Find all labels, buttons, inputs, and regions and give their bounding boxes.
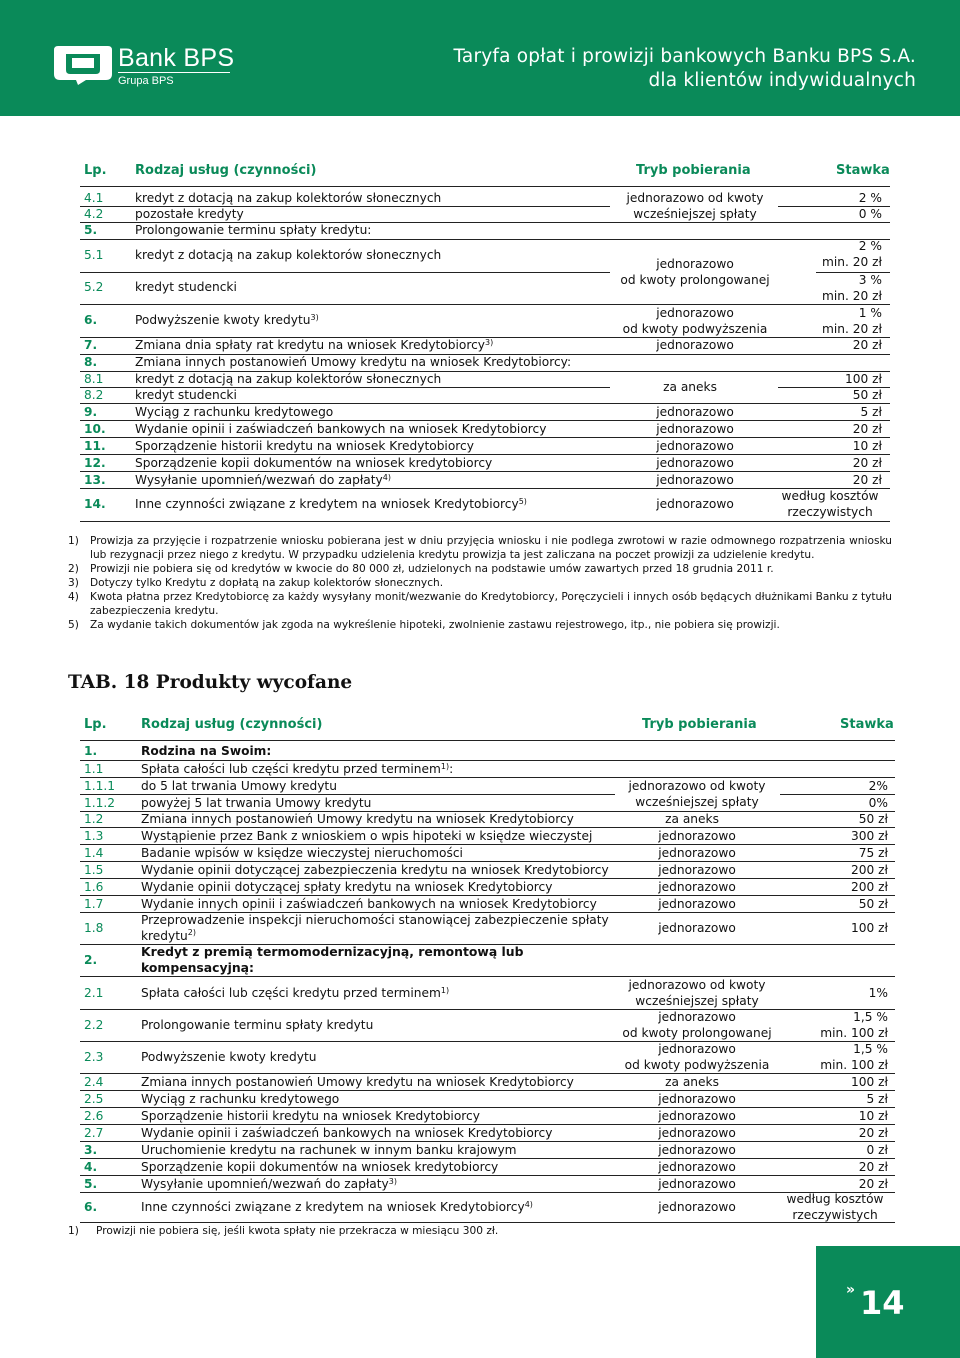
row-desc: Rodzina na Swoim:	[141, 744, 272, 758]
footnote	[68, 534, 892, 564]
rate-line: według kosztów	[781, 489, 879, 503]
footnote-text: Dotyczy tylko Kredytu z dopłatą na zakup kolektorów słonecznych.	[90, 577, 444, 589]
row-mode: jednorazowo	[656, 456, 734, 470]
row-rate: 20 zł	[858, 1160, 888, 1174]
row-mode: jednorazowo	[658, 863, 736, 877]
rate-line: min. 100 zł	[820, 1026, 888, 1040]
row-desc: Prolongowanie terminu spłaty kredytu	[141, 1018, 374, 1032]
mode-line: jednorazowo	[656, 306, 734, 320]
footnote-number: 4)	[68, 591, 79, 603]
table-row	[0, 354, 960, 371]
row-desc: Zmiana innych postanowień Umowy kredytu na wniosek Kredytobiorcy:	[135, 355, 572, 369]
row-rate: 0 zł	[866, 1143, 888, 1157]
row-lp: 14.	[84, 497, 106, 511]
table-row	[0, 222, 960, 239]
table-row	[0, 279, 960, 296]
footnote-ref: 1)	[440, 762, 450, 771]
mode-cell: za aneks	[663, 380, 717, 394]
row-mode: jednorazowo	[656, 405, 734, 419]
footnote-ref: 3)	[485, 338, 494, 347]
table-row	[0, 811, 960, 828]
row-lp: 8.1	[84, 372, 104, 386]
row-desc: kredyt studencki	[135, 280, 237, 294]
rate-line: min. 20 zł	[822, 289, 882, 303]
row-desc: Wydanie opinii dotyczącej spłaty kredytu na wniosek Kredytobiorcy	[141, 880, 553, 894]
footnote	[68, 562, 892, 576]
rate-line: 1,5 %	[853, 1010, 888, 1024]
footnote-number: 1)	[68, 535, 79, 547]
table-row	[0, 985, 960, 1002]
divider	[80, 1192, 895, 1193]
row-lp: 1.7	[84, 897, 104, 911]
row-mode: jednorazowo	[658, 1143, 736, 1157]
mode-cell	[612, 1009, 782, 1041]
row-rate: 200 zł	[851, 863, 888, 877]
rate-line: rzeczywistych	[787, 505, 873, 519]
row-desc: powyżej 5 lat trwania Umowy kredytu	[141, 796, 372, 810]
row-lp: 8.2	[84, 388, 104, 402]
row-rate: 5 zł	[860, 405, 882, 419]
col-rate-header: Stawka	[836, 163, 890, 178]
table-row	[0, 1074, 960, 1091]
footnote-ref: 4)	[524, 1200, 533, 1209]
row-desc: kredyt studencki	[135, 388, 237, 402]
row-lp: 1.4	[84, 846, 104, 860]
footnote-number: 2)	[68, 563, 79, 575]
row-lp: 1.8	[84, 921, 104, 935]
row-mode: jednorazowo	[656, 422, 734, 436]
page-number-box	[816, 1246, 960, 1358]
row-lp: 12.	[84, 456, 106, 470]
row-lp: 5.	[84, 223, 98, 237]
row-desc: Sporządzenie historii kredytu na wniosek Kredytobiorcy	[141, 1109, 480, 1123]
table-row	[0, 387, 960, 404]
rate-cell	[820, 1041, 888, 1073]
page-header	[0, 0, 960, 116]
mode-line: jednorazowo od kwoty	[628, 779, 766, 793]
row-lp: 6.	[84, 1200, 98, 1214]
col-desc-header: Rodzaj usług (czynności)	[135, 163, 317, 178]
row-rate: 2%	[868, 779, 888, 793]
mode-line: od kwoty prolongowanej	[620, 273, 770, 287]
col-rate-header: Stawka	[840, 717, 894, 732]
rate-line: 3 %	[858, 273, 882, 287]
row-desc: Wyciąg z rachunku kredytowego	[135, 405, 334, 419]
divider	[80, 1222, 895, 1223]
row-lp: 8.	[84, 355, 98, 369]
row-desc: pozostałe kredyty	[135, 207, 244, 221]
divider	[80, 488, 890, 489]
row-desc: Zmiana innych postanowień Umowy kredytu na wniosek Kredytobiorcy	[141, 1075, 574, 1089]
mode-cell	[612, 778, 782, 810]
row-desc: Badanie wpisów w księdze wieczystej nieruchomości	[141, 846, 463, 860]
table-row	[0, 761, 960, 778]
row-lp: 1.3	[84, 829, 104, 843]
row-lp: 3.	[84, 1143, 98, 1157]
rate-cell	[775, 1191, 895, 1223]
row-desc: Wyciąg z rachunku kredytowego	[141, 1092, 340, 1106]
footnote-ref: 3)	[388, 1177, 397, 1186]
rate-line: rzeczywistych	[792, 1208, 878, 1222]
row-desc: Uruchomienie kredytu na rachunek w innym banku krajowym	[141, 1143, 517, 1157]
col-lp-header: Lp.	[84, 717, 107, 732]
mode-line: jednorazowo	[656, 257, 734, 271]
mode-line: jednorazowo	[658, 1042, 736, 1056]
table-row	[0, 472, 960, 489]
divider	[80, 740, 895, 741]
row-desc: Inne czynności związane z kredytem na wniosek Kredytobiorcy	[141, 1200, 525, 1214]
row-mode: jednorazowo	[656, 338, 734, 352]
row-rate: 20 zł	[852, 422, 882, 436]
row-desc: Inne czynności związane z kredytem na wniosek Kredytobiorcy	[135, 497, 519, 511]
row-desc: Wydanie opinii i zaświadczeń bankowych na wniosek Kredytobiorcy	[141, 1126, 553, 1140]
row-lp: 1.1.1	[84, 779, 116, 793]
rate-line: min. 20 zł	[822, 322, 882, 336]
row-mode: jednorazowo	[656, 497, 734, 511]
table-row	[0, 862, 960, 879]
mode-cell	[612, 977, 782, 1009]
row-desc: Spłata całości lub części kredytu przed terminem	[141, 762, 441, 776]
table-row	[0, 206, 960, 223]
table-row	[0, 896, 960, 913]
row-mode: jednorazowo	[658, 846, 736, 860]
row-rate: 50 zł	[852, 388, 882, 402]
mode-line: wcześniejszej spłaty	[633, 207, 757, 221]
row-mode: jednorazowo	[656, 439, 734, 453]
footnote-text: Prowizja za przyjęcie i rozpatrzenie wniosku pobierana jest w dniu przyjęcia wniosku i nie podlega zwrotowi w razie odmownego rozpatrzenia wniosku lub rezygnacji przez niego z kredytu. W przypadku udzielenia kredytu prowizja ta jest zaliczana na poczet prowizji za udzielenie kredytu.	[90, 535, 892, 561]
document-title	[453, 45, 916, 93]
row-desc: kredyt z dotacją na zakup kolektorów słonecznych	[135, 372, 442, 386]
row-desc: Wysyłanie upomnień/wezwań do zapłaty	[141, 1177, 389, 1191]
mode-line: jednorazowo od kwoty	[628, 978, 766, 992]
col-mode-header: Tryb pobierania	[642, 717, 757, 732]
footnote-ref: 4)	[382, 473, 391, 482]
row-lp: 9.	[84, 405, 98, 419]
table-row	[0, 1049, 960, 1066]
mode-line: od kwoty podwyższenia	[622, 322, 768, 336]
footnote-text: Kwota płatna przez Kredytobiorcę za każdy wysyłany monit/wezwanie do Kredytobiorcy, Poręczycieli i innych osób będących dłużnikami Banku z tytułu zabezpieczenia kredytu.	[90, 591, 892, 617]
mode-line: od kwoty prolongowanej	[622, 1026, 772, 1040]
divider	[80, 272, 610, 273]
row-lp: 13.	[84, 473, 106, 487]
row-desc: Wysyłanie upomnień/wezwań do zapłaty	[135, 473, 383, 487]
row-lp: 2.	[84, 953, 98, 967]
row-desc-line: kompensacyjną:	[141, 960, 254, 975]
row-desc-suffix: :	[449, 762, 454, 776]
row-desc: Wydanie innych opinii i zaświadczeń bankowych na wniosek Kredytobiorcy	[141, 897, 597, 911]
mode-cell	[612, 1041, 782, 1073]
divider	[80, 186, 890, 187]
row-lp: 5.2	[84, 280, 104, 294]
table-row	[0, 845, 960, 862]
row-desc: Spłata całości lub części kredytu przed terminem	[141, 986, 441, 1000]
table-row	[0, 421, 960, 438]
mode-line: od kwoty podwyższenia	[624, 1058, 770, 1072]
rate-line: min. 20 zł	[822, 255, 882, 269]
row-desc: Sporządzenie kopii dokumentów na wniosek kredytobiorcy	[135, 456, 493, 470]
chevron-right-icon: »	[846, 1282, 856, 1298]
row-desc-line: kredytu	[141, 929, 188, 943]
row-desc: Sporządzenie historii kredytu na wniosek Kredytobiorcy	[135, 439, 474, 453]
rate-line: 1,5 %	[853, 1042, 888, 1056]
col-desc-header: Rodzaj usług (czynności)	[141, 717, 323, 732]
row-rate: 20 zł	[858, 1126, 888, 1140]
row-rate: 1%	[868, 986, 888, 1000]
row-lp: 5.	[84, 1177, 98, 1191]
row-desc-line: Przeprowadzenie inspekcji nieruchomości stanowiącej zabezpieczenie spłaty	[141, 913, 609, 927]
row-lp: 6.	[84, 313, 98, 327]
footnote	[68, 576, 892, 590]
row-rate: 10 zł	[858, 1109, 888, 1123]
row-rate: 2 %	[858, 191, 882, 205]
row-mode: za aneks	[665, 812, 719, 826]
mode-line: jednorazowo	[658, 1010, 736, 1024]
row-rate: 200 zł	[851, 880, 888, 894]
row-lp: 2.7	[84, 1126, 104, 1140]
row-rate: 20 zł	[852, 456, 882, 470]
table-row	[0, 1159, 960, 1176]
row-desc: Wydanie opinii i zaświadczeń bankowych na wniosek Kredytobiorcy	[135, 422, 547, 436]
table-row	[0, 1108, 960, 1125]
mode-line: wcześniejszej spłaty	[635, 994, 759, 1008]
row-mode: jednorazowo	[658, 1177, 736, 1191]
footnote-ref: 3)	[310, 313, 319, 322]
row-lp: 1.1.2	[84, 796, 116, 810]
row-lp: 2.6	[84, 1109, 104, 1123]
row-lp: 4.1	[84, 191, 104, 205]
row-desc	[141, 944, 523, 976]
divider	[80, 239, 890, 240]
row-rate: 50 zł	[858, 897, 888, 911]
row-lp: 2.1	[84, 986, 104, 1000]
rate-line: min. 100 zł	[820, 1058, 888, 1072]
table-row	[0, 743, 960, 760]
table-row	[0, 438, 960, 455]
row-mode: jednorazowo	[658, 1126, 736, 1140]
table-row	[0, 337, 960, 354]
row-lp: 2.3	[84, 1050, 104, 1064]
row-rate: 100 zł	[851, 1075, 888, 1089]
footnote-text: Prowizji nie pobiera się, jeśli kwota spłaty nie przekracza w miesiącu 300 zł.	[96, 1225, 499, 1237]
row-rate: 100 zł	[851, 921, 888, 935]
divider	[80, 521, 890, 522]
table-row	[0, 1142, 960, 1159]
row-lp: 4.	[84, 1160, 98, 1174]
table-row	[0, 828, 960, 845]
row-rate: 20 zł	[852, 338, 882, 352]
row-rate: 75 zł	[858, 846, 888, 860]
rate-line: według kosztów	[786, 1192, 884, 1206]
table-row	[0, 795, 960, 812]
row-desc: kredyt z dotacją na zakup kolektorów słonecznych	[135, 191, 442, 205]
row-mode: jednorazowo	[658, 1200, 736, 1214]
row-desc: Prolongowanie terminu spłaty kredytu:	[135, 223, 372, 237]
footnote-number: 3)	[68, 577, 79, 589]
mode-cell	[610, 305, 780, 337]
rate-line: 1 %	[858, 306, 882, 320]
row-desc-line: Kredyt z premią termomodernizacyjną, remontową lub	[141, 944, 524, 959]
brand-group: Grupa BPS	[118, 75, 174, 87]
table-row	[0, 247, 960, 264]
row-mode: jednorazowo	[658, 829, 736, 843]
row-rate: 100 zł	[845, 372, 882, 386]
row-rate: 0%	[868, 796, 888, 810]
table-row	[0, 778, 960, 795]
bank-bps-logo-icon	[52, 44, 114, 86]
row-lp: 4.2	[84, 207, 104, 221]
row-desc	[141, 912, 609, 944]
rate-cell	[822, 272, 882, 304]
rate-line: 2 %	[858, 239, 882, 253]
row-mode: jednorazowo	[658, 1109, 736, 1123]
rate-cell	[770, 488, 890, 520]
row-lp: 7.	[84, 338, 98, 352]
row-lp: 1.1	[84, 762, 104, 776]
footnote	[68, 590, 892, 618]
table-row	[0, 879, 960, 896]
col-mode-header: Tryb pobierania	[636, 163, 751, 178]
row-desc: Podwyższenie kwoty kredytu	[135, 313, 311, 327]
row-lp: 5.1	[84, 248, 104, 262]
mode-line: jednorazowo od kwoty	[626, 191, 764, 205]
row-desc: kredyt z dotacją na zakup kolektorów słonecznych	[135, 248, 442, 262]
brand-divider	[118, 72, 230, 73]
row-mode: za aneks	[665, 1075, 719, 1089]
row-lp: 1.2	[84, 812, 104, 826]
row-desc: Podwyższenie kwoty kredytu	[141, 1050, 317, 1064]
table-row	[0, 371, 960, 388]
table-row	[0, 190, 960, 207]
table-row	[0, 404, 960, 421]
footnote-text: Prowizji nie pobiera się od kredytów w kwocie do 80 000 zł, udzielonych na podstawie umów zawartych przed 18 grudnia 2011 r.	[90, 563, 774, 575]
row-mode: jednorazowo	[658, 897, 736, 911]
row-lp: 2.2	[84, 1018, 104, 1032]
footnote-number: 5)	[68, 619, 79, 631]
table-row	[0, 1125, 960, 1142]
row-desc: Wydanie opinii dotyczącej zabezpieczenia kredytu na wniosek Kredytobiorcy	[141, 863, 609, 877]
footnote-ref: 2)	[187, 928, 196, 937]
row-lp: 11.	[84, 439, 106, 453]
footnote-number: 1)	[68, 1225, 79, 1237]
row-rate: 300 zł	[851, 829, 888, 843]
row-lp: 2.4	[84, 1075, 104, 1089]
table-row	[0, 1017, 960, 1034]
row-mode: jednorazowo	[658, 880, 736, 894]
row-lp: 10.	[84, 422, 106, 436]
row-lp: 1.	[84, 744, 98, 758]
table-row	[0, 1091, 960, 1108]
row-mode: jednorazowo	[656, 473, 734, 487]
row-desc: Wystąpienie przez Bank z wnioskiem o wpis hipoteki w księdze wieczystej	[141, 829, 593, 843]
row-rate: 20 zł	[858, 1177, 888, 1191]
rate-cell	[822, 238, 882, 270]
mode-cell	[610, 190, 780, 222]
row-rate: 20 zł	[852, 473, 882, 487]
document-title-line1: Taryfa opłat i prowizji bankowych Banku BPS S.A.	[453, 46, 916, 67]
table-row	[0, 455, 960, 472]
row-lp: 2.5	[84, 1092, 104, 1106]
row-desc: Zmiana innych postanowień Umowy kredytu na wniosek Kredytobiorcy	[141, 812, 574, 826]
mode-line: wcześniejszej spłaty	[635, 795, 759, 809]
row-rate: 0 %	[858, 207, 882, 221]
row-desc: Sporządzenie kopii dokumentów na wniosek kredytobiorcy	[141, 1160, 499, 1174]
footnote-ref: 1)	[440, 986, 450, 995]
row-mode: jednorazowo	[658, 1160, 736, 1174]
footnote-ref: 5)	[518, 497, 527, 506]
row-mode: jednorazowo	[658, 1092, 736, 1106]
row-lp: 1.5	[84, 863, 104, 877]
rate-cell	[822, 305, 882, 337]
section-title: TAB. 18 Produkty wycofane	[68, 672, 353, 693]
footnote-text: Za wydanie takich dokumentów jak zgoda na wykreślenie hipoteki, zwolnienie zastawu rejestrowego, itp., nie pobiera się prowizji.	[90, 619, 780, 631]
row-rate: 10 zł	[852, 439, 882, 453]
footnote	[68, 1224, 892, 1238]
row-rate: 5 zł	[866, 1092, 888, 1106]
rate-cell	[820, 1009, 888, 1041]
row-rate: 50 zł	[858, 812, 888, 826]
col-lp-header: Lp.	[84, 163, 107, 178]
row-mode: jednorazowo	[658, 921, 736, 935]
footnote	[68, 618, 892, 632]
page-number: 14	[860, 1284, 905, 1322]
row-desc: Zmiana dnia spłaty rat kredytu na wniosek Kredytobiorcy	[135, 338, 486, 352]
document-title-line2: dla klientów indywidualnych	[648, 70, 916, 91]
table-row	[0, 312, 960, 329]
row-desc: do 5 lat trwania Umowy kredytu	[141, 779, 337, 793]
brand-name: Bank BPS	[118, 44, 235, 72]
row-lp: 1.6	[84, 880, 104, 894]
